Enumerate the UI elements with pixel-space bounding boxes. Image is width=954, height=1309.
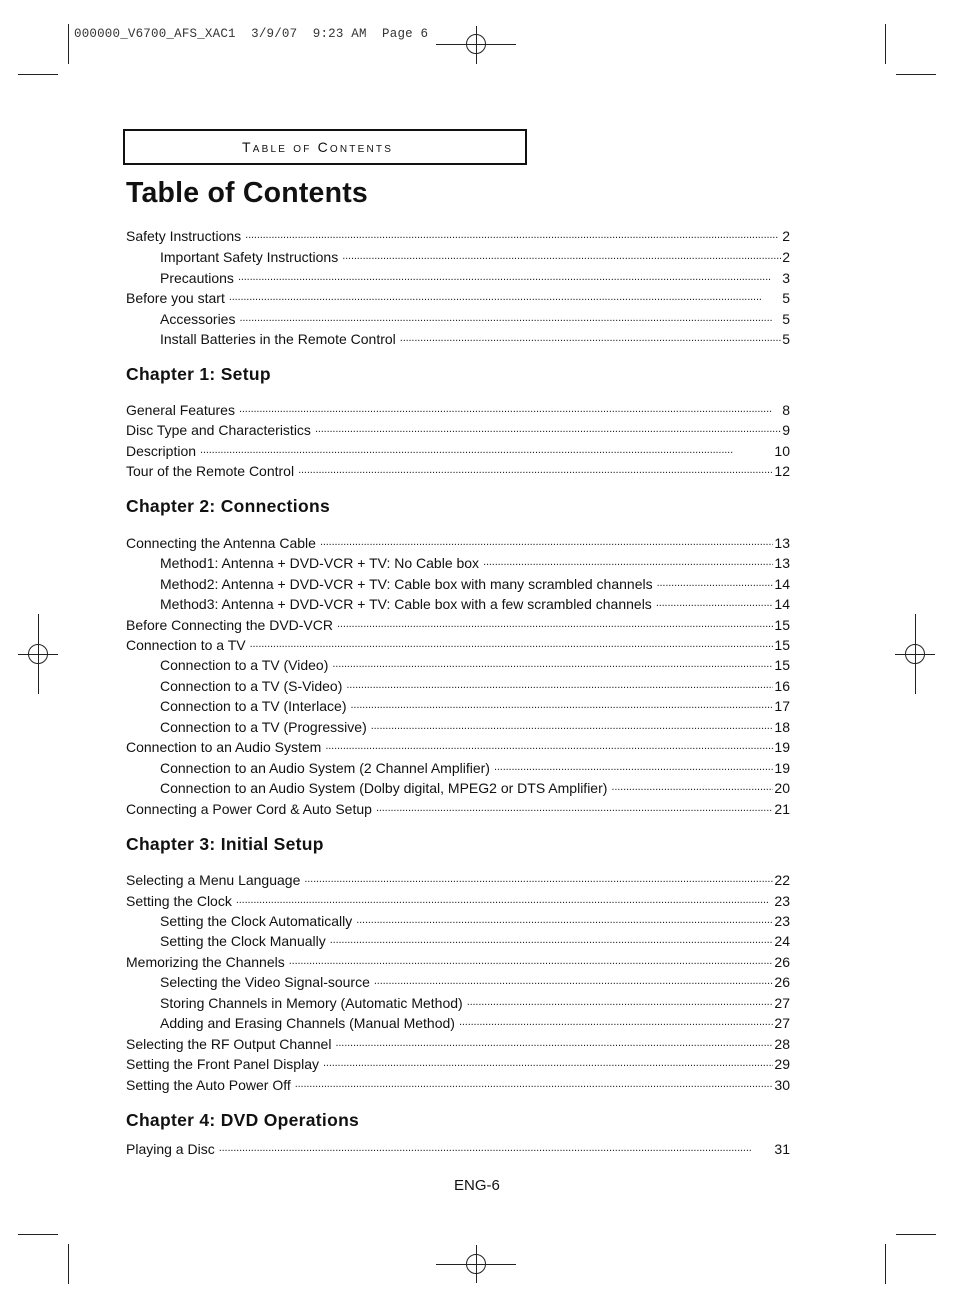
- toc-entry-title: Memorizing the Channels: [126, 954, 285, 970]
- toc-subentry: [160, 759, 790, 777]
- toc-entry-title: Connection to an Audio System (Dolby digital, MPEG2 or DTS Amplifier): [160, 780, 608, 796]
- toc-leader-dots: [315, 422, 781, 436]
- toc-leader-dots: [332, 657, 773, 671]
- toc-leader-dots: [245, 228, 781, 242]
- toc-entry-title: Connection to a TV (Video): [160, 657, 329, 673]
- toc-leader-dots: [656, 596, 774, 610]
- toc-leader-dots: [483, 555, 773, 569]
- toc-leader-dots: [200, 443, 773, 457]
- toc-entry-title: Selecting a Menu Language: [126, 872, 301, 888]
- crop-mark-tl-v: [68, 24, 69, 64]
- crop-mark-br-h: [896, 1234, 936, 1235]
- toc-entry: [126, 289, 790, 307]
- toc-entry: [126, 1076, 790, 1094]
- toc-leader-dots: [238, 270, 781, 284]
- toc-subentry: [160, 269, 790, 287]
- toc-entry-title: Setting the Clock Manually: [160, 933, 326, 949]
- chapter-heading: Chapter 4: DVD Operations: [126, 1110, 360, 1130]
- toc-subentry: [160, 912, 790, 930]
- toc-entry: [126, 401, 790, 419]
- toc-entry-title: Connection to a TV: [126, 637, 246, 653]
- toc-leader-dots: [320, 535, 773, 549]
- toc-subentry: [160, 677, 790, 695]
- toc-entry-title: Connection to an Audio System (2 Channel Amplifier): [160, 760, 490, 776]
- toc-entry-title: Setting the Front Panel Display: [126, 1056, 319, 1072]
- toc-entry-page: 8: [782, 402, 790, 418]
- toc-entry: [126, 636, 790, 654]
- toc-leader-dots: [346, 678, 773, 692]
- toc-leader-dots: [356, 913, 773, 927]
- toc-leader-dots: [342, 249, 781, 263]
- crop-mark-tr-h: [896, 74, 936, 75]
- toc-leader-dots: [494, 760, 773, 774]
- toc-leader-dots: [611, 780, 773, 794]
- toc-subentry: [160, 330, 790, 348]
- toc-entry-title: Accessories: [160, 311, 236, 327]
- toc-entry: [126, 462, 790, 480]
- toc-entry-page: 13: [774, 535, 790, 551]
- toc-entry-page: 13: [774, 555, 790, 571]
- toc-entry-page: 21: [774, 801, 790, 817]
- toc-leader-dots: [298, 463, 773, 477]
- crop-mark-tr-v: [885, 24, 886, 64]
- toc-entry-page: 27: [774, 1015, 790, 1031]
- toc-subentry: [160, 994, 790, 1012]
- chapter-heading: Chapter 1: Setup: [126, 364, 271, 384]
- toc-entry-page: 22: [774, 872, 790, 888]
- section-header-box: [123, 129, 527, 165]
- toc-leader-dots: [325, 739, 773, 753]
- reg-mark-top-circle: [466, 34, 486, 54]
- reg-mark-bottom-circle: [466, 1254, 486, 1274]
- toc-entry-title: Selecting the Video Signal-source: [160, 974, 370, 990]
- crop-mark-tl-h: [18, 74, 58, 75]
- toc-entry-page: 10: [774, 443, 790, 459]
- toc-entry-title: Selecting the RF Output Channel: [126, 1036, 332, 1052]
- toc-entry-title: Setting the Clock Automatically: [160, 913, 353, 929]
- toc-entry-title: Disc Type and Characteristics: [126, 422, 311, 438]
- toc-entry-title: Before you start: [126, 290, 225, 306]
- toc-entry-page: 5: [782, 331, 790, 347]
- toc-leader-dots: [657, 576, 774, 590]
- toc-entry-page: 14: [774, 576, 790, 592]
- toc-leader-dots: [376, 801, 773, 815]
- toc-entry-page: 28: [774, 1036, 790, 1052]
- toc-leader-dots: [323, 1056, 773, 1070]
- toc-leader-dots: [250, 637, 774, 651]
- toc-entry: [126, 738, 790, 756]
- toc-entry-title: Connection to an Audio System: [126, 739, 322, 755]
- toc-entry-page: 15: [774, 657, 790, 673]
- toc-entry-page: 3: [782, 270, 790, 286]
- toc-entry-page: 9: [782, 422, 790, 438]
- toc-subentry: [160, 973, 790, 991]
- toc-entry-page: 14: [774, 596, 790, 612]
- toc-entry: [126, 442, 790, 460]
- toc-entry-title: Playing a Disc: [126, 1141, 215, 1157]
- toc-entry-title: Method1: Antenna + DVD-VCR + TV: No Cable box: [160, 555, 480, 571]
- toc-entry-title: Storing Channels in Memory (Automatic Method): [160, 995, 463, 1011]
- toc-entry-title: Connecting the Antenna Cable: [126, 535, 316, 551]
- toc-subentry: [160, 1014, 790, 1032]
- toc-entry: [126, 421, 790, 439]
- toc-leader-dots: [371, 719, 774, 733]
- toc-entry-page: 16: [774, 678, 790, 694]
- toc-subentry: [160, 248, 790, 266]
- page-title: Table of Contents: [126, 177, 368, 209]
- toc-entry-page: 23: [774, 893, 790, 909]
- toc-entry-title: Tour of the Remote Control: [126, 463, 295, 479]
- toc-leader-dots: [219, 1141, 774, 1155]
- toc-entry: [126, 871, 790, 889]
- toc-entry-title: Setting the Auto Power Off: [126, 1077, 291, 1093]
- toc-entry-page: 20: [774, 780, 790, 796]
- toc-leader-dots: [335, 1036, 773, 1050]
- toc-entry-title: Important Safety Instructions: [160, 249, 339, 265]
- toc-entry-page: 31: [774, 1141, 790, 1157]
- toc-entry-title: Connection to a TV (S-Video): [160, 678, 343, 694]
- toc-leader-dots: [351, 698, 774, 712]
- toc-entry-page: 29: [774, 1056, 790, 1072]
- toc-leader-dots: [374, 974, 774, 988]
- toc-entry-page: 15: [774, 637, 790, 653]
- toc-entry-page: 2: [782, 228, 790, 244]
- toc-entry-title: Before Connecting the DVD-VCR: [126, 617, 333, 633]
- toc-entry: [126, 953, 790, 971]
- toc-entry-title: Setting the Clock: [126, 893, 232, 909]
- toc-entry: [126, 1035, 790, 1053]
- toc-entry-title: Precautions: [160, 270, 234, 286]
- toc-entry-title: Connecting a Power Cord & Auto Setup: [126, 801, 372, 817]
- toc-leader-dots: [304, 872, 773, 886]
- toc-entry: [126, 1055, 790, 1073]
- toc-entry-page: 18: [774, 719, 790, 735]
- reg-mark-left-circle: [28, 644, 48, 664]
- toc-leader-dots: [229, 290, 781, 304]
- toc-leader-dots: [295, 1077, 774, 1091]
- toc-subentry: [160, 932, 790, 950]
- toc-entry-page: 27: [774, 995, 790, 1011]
- crop-mark-br-v: [885, 1244, 886, 1284]
- toc-entry-title: Method2: Antenna + DVD-VCR + TV: Cable box with many scrambled channels: [160, 576, 653, 592]
- toc-subentry: [160, 718, 790, 736]
- toc-entry: [126, 1140, 790, 1158]
- toc-leader-dots: [289, 954, 774, 968]
- toc-entry-page: 5: [782, 290, 790, 306]
- toc-entry: [126, 892, 790, 910]
- toc-subentry: [160, 697, 790, 715]
- toc-entry: [126, 227, 790, 245]
- toc-leader-dots: [467, 995, 774, 1009]
- toc-leader-dots: [337, 617, 773, 631]
- toc-entry-page: 23: [774, 913, 790, 929]
- toc-entry-page: 30: [774, 1077, 790, 1093]
- toc-entry-page: 12: [774, 463, 790, 479]
- toc-entry-page: 17: [774, 698, 790, 714]
- toc-leader-dots: [330, 933, 774, 947]
- toc-entry: [126, 800, 790, 818]
- toc-leader-dots: [239, 311, 781, 325]
- toc-subentry: [160, 595, 790, 613]
- toc-entry-page: 15: [774, 617, 790, 633]
- chapter-heading: Chapter 3: Initial Setup: [126, 834, 324, 854]
- print-slug: 000000_V6700_AFS_XAC1 3/9/07 9:23 AM Page 6: [74, 27, 429, 41]
- toc-subentry: [160, 656, 790, 674]
- section-header-label: Table of Contents: [242, 139, 394, 155]
- toc-entry-title: Adding and Erasing Channels (Manual Method): [160, 1015, 455, 1031]
- toc-entry-page: 26: [774, 954, 790, 970]
- crop-mark-bl-h: [18, 1234, 58, 1235]
- toc-entry-title: Install Batteries in the Remote Control: [160, 331, 396, 347]
- toc-leader-dots: [400, 331, 781, 345]
- toc-entry: [126, 616, 790, 634]
- toc-leader-dots: [236, 893, 774, 907]
- chapter-heading: Chapter 2: Connections: [126, 496, 330, 516]
- toc-subentry: [160, 779, 790, 797]
- toc-subentry: [160, 554, 790, 572]
- toc-entry-page: 24: [774, 933, 790, 949]
- toc-entry-title: Connection to a TV (Progressive): [160, 719, 367, 735]
- toc-entry-page: 19: [774, 760, 790, 776]
- toc-entry-page: 26: [774, 974, 790, 990]
- toc-leader-dots: [459, 1015, 773, 1029]
- toc-entry: [126, 534, 790, 552]
- toc-subentry: [160, 575, 790, 593]
- toc-entry-title: Connection to a TV (Interlace): [160, 698, 347, 714]
- toc-entry-title: Description: [126, 443, 197, 459]
- page-number: ENG-6: [454, 1177, 500, 1194]
- toc-entry-page: 19: [774, 739, 790, 755]
- toc-entry-title: General Features: [126, 402, 235, 418]
- toc-entry-page: 5: [782, 311, 790, 327]
- toc-leader-dots: [239, 402, 781, 416]
- toc-entry-title: Method3: Antenna + DVD-VCR + TV: Cable box with a few scrambled channels: [160, 596, 652, 612]
- toc-subentry: [160, 310, 790, 328]
- crop-mark-bl-v: [68, 1244, 69, 1284]
- toc-entry-title: Safety Instructions: [126, 228, 242, 244]
- reg-mark-right-circle: [905, 644, 925, 664]
- toc-entry-page: 2: [782, 249, 790, 265]
